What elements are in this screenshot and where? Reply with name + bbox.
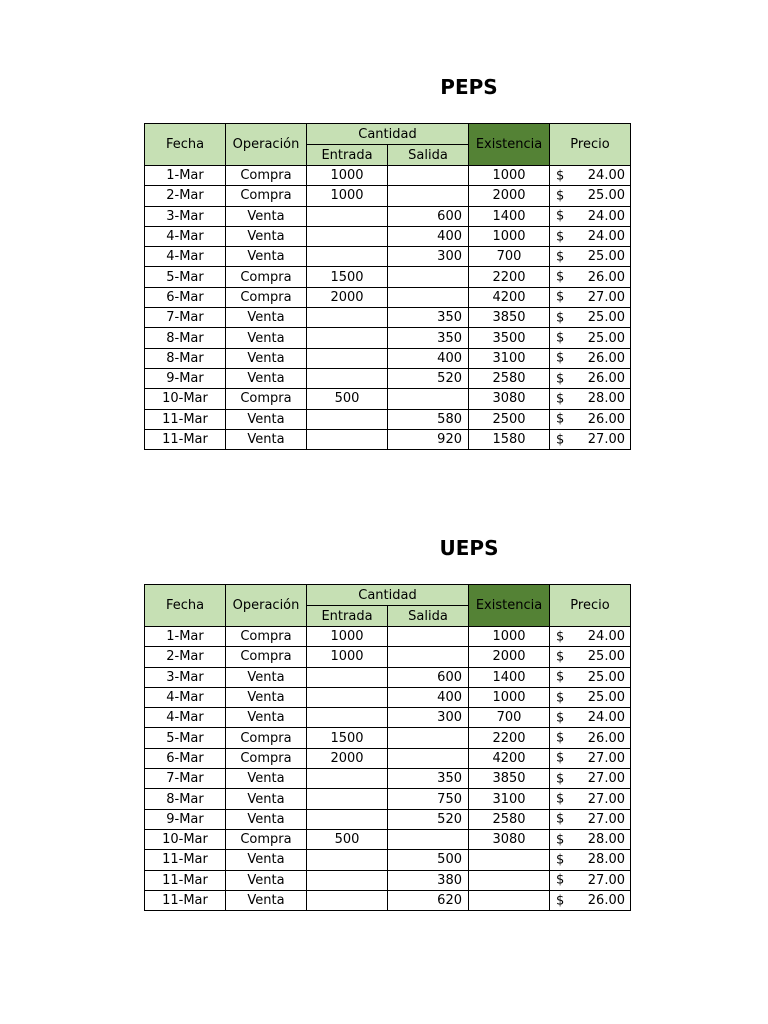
precio-value: 25.00 xyxy=(587,310,625,326)
existencia-cell: 4200 xyxy=(469,287,550,307)
operacion-cell: Venta xyxy=(226,368,307,388)
table-row xyxy=(145,850,631,870)
entrada-cell: 1500 xyxy=(307,728,388,748)
currency-symbol: $ xyxy=(556,771,565,787)
entrada-cell xyxy=(307,348,388,368)
existencia-cell: 2200 xyxy=(469,728,550,748)
currency-symbol: $ xyxy=(556,330,565,346)
precio-cell xyxy=(550,829,631,849)
currency-symbol: $ xyxy=(556,872,565,888)
fecha-cell: 4-Mar xyxy=(145,226,226,246)
peps-table xyxy=(144,123,631,450)
fecha-cell: 9-Mar xyxy=(145,809,226,829)
fecha-cell: 2-Mar xyxy=(145,647,226,667)
fecha-cell: 4-Mar xyxy=(145,687,226,707)
currency-symbol: $ xyxy=(556,690,565,706)
precio-cell xyxy=(550,708,631,728)
operacion-cell: Venta xyxy=(226,890,307,910)
header-entrada: Entrada xyxy=(307,606,388,627)
operacion-cell: Venta xyxy=(226,429,307,449)
salida-cell: 400 xyxy=(388,226,469,246)
operacion-cell: Compra xyxy=(226,647,307,667)
currency-symbol: $ xyxy=(556,249,565,265)
ueps-title: UEPS xyxy=(439,536,499,560)
precio-value: 26.00 xyxy=(587,411,625,427)
operacion-cell: Venta xyxy=(226,809,307,829)
entrada-cell xyxy=(307,429,388,449)
precio-cell xyxy=(550,267,631,287)
operacion-cell: Venta xyxy=(226,687,307,707)
existencia-cell: 3080 xyxy=(469,829,550,849)
precio-cell xyxy=(550,728,631,748)
existencia-cell: 2580 xyxy=(469,809,550,829)
currency-symbol: $ xyxy=(556,832,565,848)
precio-value: 24.00 xyxy=(587,710,625,726)
entrada-cell: 1000 xyxy=(307,186,388,206)
entrada-cell: 1000 xyxy=(307,647,388,667)
salida-cell: 520 xyxy=(388,809,469,829)
fecha-cell: 10-Mar xyxy=(145,829,226,849)
fecha-cell: 7-Mar xyxy=(145,308,226,328)
fecha-cell: 1-Mar xyxy=(145,627,226,647)
entrada-cell xyxy=(307,870,388,890)
salida-cell xyxy=(388,647,469,667)
currency-symbol: $ xyxy=(556,811,565,827)
table-row xyxy=(145,647,631,667)
precio-value: 24.00 xyxy=(587,168,625,184)
entrada-cell xyxy=(307,769,388,789)
existencia-cell: 4200 xyxy=(469,748,550,768)
precio-cell xyxy=(550,328,631,348)
precio-cell xyxy=(550,890,631,910)
operacion-cell: Venta xyxy=(226,247,307,267)
salida-cell: 520 xyxy=(388,368,469,388)
precio-cell xyxy=(550,667,631,687)
currency-symbol: $ xyxy=(556,730,565,746)
fecha-cell: 11-Mar xyxy=(145,429,226,449)
entrada-cell: 2000 xyxy=(307,287,388,307)
fecha-cell: 5-Mar xyxy=(145,728,226,748)
existencia-cell: 3100 xyxy=(469,789,550,809)
operacion-cell: Compra xyxy=(226,186,307,206)
precio-value: 27.00 xyxy=(587,791,625,807)
operacion-cell: Venta xyxy=(226,870,307,890)
currency-symbol: $ xyxy=(556,411,565,427)
currency-symbol: $ xyxy=(556,432,565,447)
operacion-cell: Compra xyxy=(226,728,307,748)
currency-symbol: $ xyxy=(556,188,565,204)
fecha-cell: 8-Mar xyxy=(145,348,226,368)
currency-symbol: $ xyxy=(556,310,565,326)
precio-value: 28.00 xyxy=(587,832,625,848)
precio-cell xyxy=(550,789,631,809)
header-fecha: Fecha xyxy=(145,585,226,627)
currency-symbol: $ xyxy=(556,669,565,685)
fecha-cell: 10-Mar xyxy=(145,389,226,409)
precio-value: 25.00 xyxy=(587,330,625,346)
salida-cell: 920 xyxy=(388,429,469,449)
precio-value: 26.00 xyxy=(587,269,625,285)
header-fecha: Fecha xyxy=(145,124,226,166)
header-cantidad: Cantidad xyxy=(307,585,469,606)
table-row xyxy=(145,667,631,687)
entrada-cell xyxy=(307,687,388,707)
fecha-cell: 2-Mar xyxy=(145,186,226,206)
precio-cell xyxy=(550,850,631,870)
existencia-cell: 700 xyxy=(469,708,550,728)
header-operacion: Operación xyxy=(226,585,307,627)
header-existencia: Existencia xyxy=(469,124,550,166)
existencia-cell: 1400 xyxy=(469,667,550,687)
header-existencia: Existencia xyxy=(469,585,550,627)
salida-cell: 750 xyxy=(388,789,469,809)
operacion-cell: Venta xyxy=(226,789,307,809)
operacion-cell: Compra xyxy=(226,829,307,849)
precio-cell xyxy=(550,870,631,890)
currency-symbol: $ xyxy=(556,852,565,868)
precio-value: 27.00 xyxy=(587,811,625,827)
existencia-cell: 3850 xyxy=(469,769,550,789)
fecha-cell: 6-Mar xyxy=(145,287,226,307)
salida-cell: 400 xyxy=(388,348,469,368)
operacion-cell: Compra xyxy=(226,166,307,186)
precio-cell xyxy=(550,287,631,307)
table-row xyxy=(145,308,631,328)
precio-value: 28.00 xyxy=(587,852,625,868)
salida-cell xyxy=(388,186,469,206)
table-row xyxy=(145,708,631,728)
table-row xyxy=(145,348,631,368)
operacion-cell: Venta xyxy=(226,206,307,226)
existencia-cell: 1580 xyxy=(469,429,550,449)
fecha-cell: 4-Mar xyxy=(145,247,226,267)
precio-cell xyxy=(550,429,631,449)
fecha-cell: 5-Mar xyxy=(145,267,226,287)
entrada-cell xyxy=(307,708,388,728)
currency-symbol: $ xyxy=(556,229,565,245)
entrada-cell: 1500 xyxy=(307,267,388,287)
fecha-cell: 11-Mar xyxy=(145,850,226,870)
existencia-cell: 1400 xyxy=(469,206,550,226)
existencia-cell: 1000 xyxy=(469,627,550,647)
entrada-cell xyxy=(307,368,388,388)
precio-value: 25.00 xyxy=(587,669,625,685)
operacion-cell: Venta xyxy=(226,667,307,687)
salida-cell: 600 xyxy=(388,667,469,687)
existencia-cell: 3850 xyxy=(469,308,550,328)
entrada-cell: 1000 xyxy=(307,166,388,186)
precio-value: 24.00 xyxy=(587,208,625,224)
precio-cell xyxy=(550,226,631,246)
precio-cell xyxy=(550,769,631,789)
currency-symbol: $ xyxy=(556,629,565,645)
fecha-cell: 9-Mar xyxy=(145,368,226,388)
fecha-cell: 3-Mar xyxy=(145,206,226,226)
table-row xyxy=(145,429,631,449)
existencia-cell: 1000 xyxy=(469,166,550,186)
fecha-cell: 4-Mar xyxy=(145,708,226,728)
salida-cell: 600 xyxy=(388,206,469,226)
salida-cell xyxy=(388,728,469,748)
entrada-cell xyxy=(307,789,388,809)
fecha-cell: 11-Mar xyxy=(145,870,226,890)
currency-symbol: $ xyxy=(556,750,565,766)
existencia-cell xyxy=(469,850,550,870)
table-row xyxy=(145,247,631,267)
table-row xyxy=(145,409,631,429)
salida-cell: 350 xyxy=(388,308,469,328)
existencia-cell: 2000 xyxy=(469,647,550,667)
currency-symbol: $ xyxy=(556,893,565,908)
operacion-cell: Compra xyxy=(226,748,307,768)
operacion-cell: Venta xyxy=(226,226,307,246)
entrada-cell: 500 xyxy=(307,389,388,409)
precio-cell xyxy=(550,247,631,267)
operacion-cell: Venta xyxy=(226,328,307,348)
entrada-cell xyxy=(307,409,388,429)
operacion-cell: Compra xyxy=(226,267,307,287)
header-precio: Precio xyxy=(550,124,631,166)
salida-cell: 300 xyxy=(388,708,469,728)
table-row xyxy=(145,809,631,829)
precio-value: 24.00 xyxy=(587,229,625,245)
salida-cell: 300 xyxy=(388,247,469,267)
table-row xyxy=(145,368,631,388)
operacion-cell: Venta xyxy=(226,409,307,429)
precio-value: 27.00 xyxy=(587,432,625,447)
existencia-cell: 2000 xyxy=(469,186,550,206)
header-operacion: Operación xyxy=(226,124,307,166)
table-row xyxy=(145,687,631,707)
fecha-cell: 1-Mar xyxy=(145,166,226,186)
operacion-cell: Venta xyxy=(226,769,307,789)
peps-table-body xyxy=(145,166,631,450)
existencia-cell: 2500 xyxy=(469,409,550,429)
currency-symbol: $ xyxy=(556,391,565,407)
header-precio: Precio xyxy=(550,585,631,627)
currency-symbol: $ xyxy=(556,791,565,807)
existencia-cell: 3080 xyxy=(469,389,550,409)
salida-cell: 500 xyxy=(388,850,469,870)
fecha-cell: 3-Mar xyxy=(145,667,226,687)
precio-cell xyxy=(550,186,631,206)
existencia-cell: 3500 xyxy=(469,328,550,348)
salida-cell xyxy=(388,627,469,647)
currency-symbol: $ xyxy=(556,710,565,726)
precio-cell xyxy=(550,627,631,647)
table-row xyxy=(145,166,631,186)
currency-symbol: $ xyxy=(556,289,565,305)
salida-cell xyxy=(388,389,469,409)
precio-value: 24.00 xyxy=(587,629,625,645)
table-row xyxy=(145,186,631,206)
salida-cell: 380 xyxy=(388,870,469,890)
entrada-cell xyxy=(307,850,388,870)
precio-value: 27.00 xyxy=(587,771,625,787)
table-row xyxy=(145,870,631,890)
salida-cell xyxy=(388,166,469,186)
salida-cell xyxy=(388,748,469,768)
currency-symbol: $ xyxy=(556,168,565,184)
ueps-table xyxy=(144,584,631,911)
salida-cell: 400 xyxy=(388,687,469,707)
table-row xyxy=(145,728,631,748)
precio-value: 25.00 xyxy=(587,690,625,706)
table-row xyxy=(145,627,631,647)
precio-cell xyxy=(550,409,631,429)
currency-symbol: $ xyxy=(556,269,565,285)
precio-cell xyxy=(550,809,631,829)
precio-value: 25.00 xyxy=(587,649,625,665)
entrada-cell: 500 xyxy=(307,829,388,849)
table-row xyxy=(145,890,631,910)
existencia-cell: 700 xyxy=(469,247,550,267)
precio-cell xyxy=(550,748,631,768)
precio-value: 27.00 xyxy=(587,750,625,766)
peps-title: PEPS xyxy=(440,75,498,99)
table-row xyxy=(145,389,631,409)
precio-value: 26.00 xyxy=(587,371,625,387)
operacion-cell: Venta xyxy=(226,308,307,328)
table-row xyxy=(145,769,631,789)
precio-cell xyxy=(550,308,631,328)
operacion-cell: Venta xyxy=(226,850,307,870)
existencia-cell: 1000 xyxy=(469,687,550,707)
currency-symbol: $ xyxy=(556,350,565,366)
table-row xyxy=(145,206,631,226)
entrada-cell xyxy=(307,206,388,226)
header-entrada: Entrada xyxy=(307,145,388,166)
table-row xyxy=(145,226,631,246)
precio-value: 26.00 xyxy=(587,730,625,746)
salida-cell xyxy=(388,829,469,849)
operacion-cell: Venta xyxy=(226,708,307,728)
ueps-table-body xyxy=(145,627,631,911)
entrada-cell xyxy=(307,667,388,687)
salida-cell xyxy=(388,267,469,287)
salida-cell: 350 xyxy=(388,769,469,789)
existencia-cell: 1000 xyxy=(469,226,550,246)
table-row xyxy=(145,789,631,809)
precio-value: 27.00 xyxy=(587,289,625,305)
table-row xyxy=(145,829,631,849)
entrada-cell xyxy=(307,809,388,829)
existencia-cell xyxy=(469,870,550,890)
entrada-cell xyxy=(307,308,388,328)
table-row xyxy=(145,328,631,348)
existencia-cell: 2200 xyxy=(469,267,550,287)
fecha-cell: 7-Mar xyxy=(145,769,226,789)
precio-value: 28.00 xyxy=(587,391,625,407)
precio-value: 27.00 xyxy=(587,872,625,888)
table-row xyxy=(145,287,631,307)
entrada-cell xyxy=(307,328,388,348)
entrada-cell xyxy=(307,226,388,246)
precio-cell xyxy=(550,206,631,226)
entrada-cell: 1000 xyxy=(307,627,388,647)
header-cantidad: Cantidad xyxy=(307,124,469,145)
operacion-cell: Compra xyxy=(226,287,307,307)
precio-cell xyxy=(550,166,631,186)
precio-value: 25.00 xyxy=(587,249,625,265)
currency-symbol: $ xyxy=(556,649,565,665)
entrada-cell xyxy=(307,890,388,910)
operacion-cell: Venta xyxy=(226,348,307,368)
header-salida: Salida xyxy=(388,145,469,166)
precio-cell xyxy=(550,348,631,368)
salida-cell: 620 xyxy=(388,890,469,910)
precio-cell xyxy=(550,368,631,388)
header-salida: Salida xyxy=(388,606,469,627)
operacion-cell: Compra xyxy=(226,389,307,409)
table-row xyxy=(145,267,631,287)
precio-value: 25.00 xyxy=(587,188,625,204)
fecha-cell: 6-Mar xyxy=(145,748,226,768)
salida-cell: 580 xyxy=(388,409,469,429)
fecha-cell: 11-Mar xyxy=(145,409,226,429)
precio-cell xyxy=(550,389,631,409)
existencia-cell: 2580 xyxy=(469,368,550,388)
precio-value: 26.00 xyxy=(587,893,625,908)
precio-cell xyxy=(550,647,631,667)
fecha-cell: 8-Mar xyxy=(145,328,226,348)
currency-symbol: $ xyxy=(556,208,565,224)
precio-cell xyxy=(550,687,631,707)
precio-value: 26.00 xyxy=(587,350,625,366)
operacion-cell: Compra xyxy=(226,627,307,647)
salida-cell xyxy=(388,287,469,307)
fecha-cell: 8-Mar xyxy=(145,789,226,809)
salida-cell: 350 xyxy=(388,328,469,348)
entrada-cell: 2000 xyxy=(307,748,388,768)
existencia-cell xyxy=(469,890,550,910)
table-row xyxy=(145,748,631,768)
fecha-cell: 11-Mar xyxy=(145,890,226,910)
entrada-cell xyxy=(307,247,388,267)
existencia-cell: 3100 xyxy=(469,348,550,368)
currency-symbol: $ xyxy=(556,371,565,387)
